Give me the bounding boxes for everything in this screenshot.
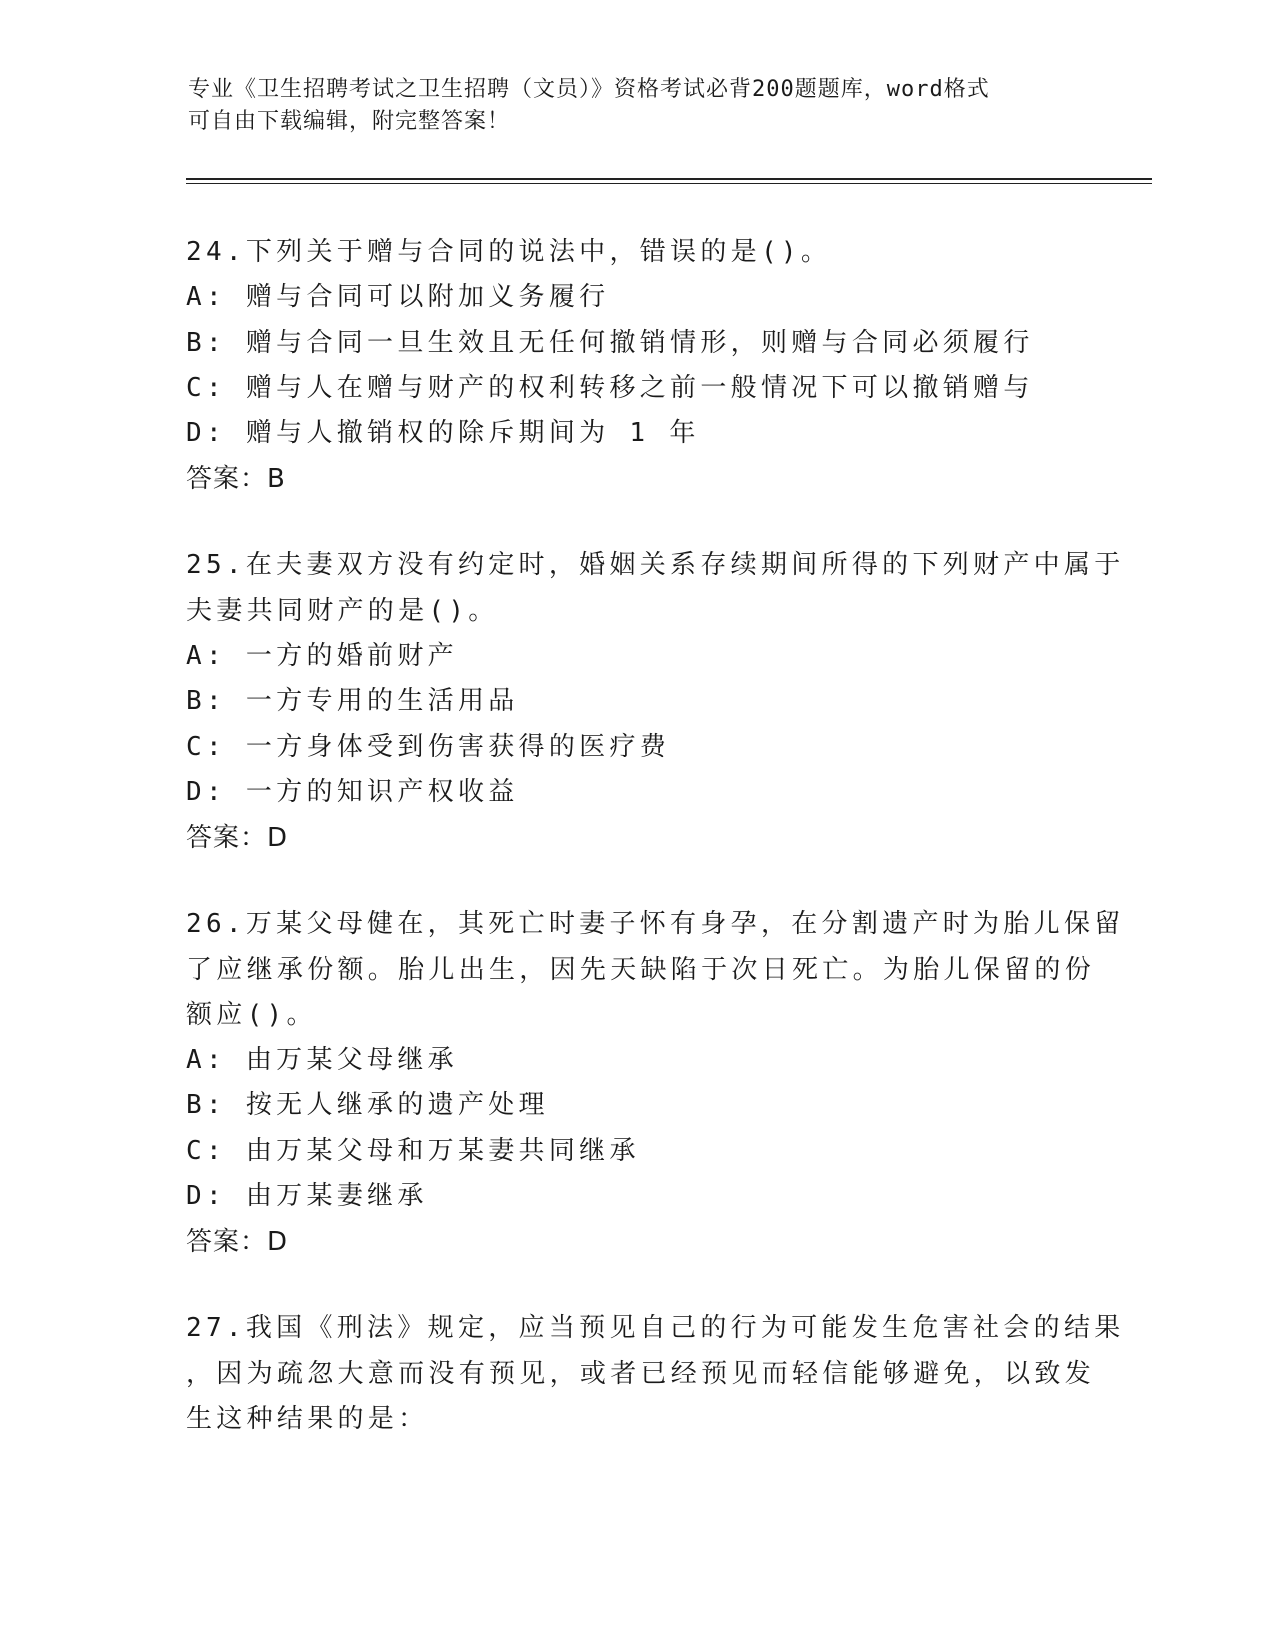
question-list (186, 230, 1125, 1483)
question-stem: 生这种结果的是： (186, 1403, 429, 1434)
question-stem: 24.下列关于赠与合同的说法中，错误的是()。 (186, 237, 832, 267)
question-stem: 26.万某父母健在，其死亡时妻子怀有身孕，在分割遗产时为胎儿保留 (186, 909, 1125, 940)
answer: 答案：D (186, 1227, 289, 1258)
option-b: B: 一方专用的生活用品 (186, 686, 519, 717)
question-stem: 了应继承份额。胎儿出生，因先天缺陷于次日死亡。为胎儿保留的份 (186, 954, 1096, 985)
option-b: B: 按无人继承的遗产处理 (186, 1090, 549, 1121)
header-line-2: 可自由下载编辑，附完整答案！ (188, 109, 511, 134)
question-25 (186, 543, 1125, 861)
header-divider (186, 178, 1152, 184)
option-a: A: 赠与合同可以附加义务履行 (186, 282, 610, 313)
answer: 答案：D (186, 823, 289, 854)
document-header (188, 74, 1068, 138)
option-d: D: 由万某妻继承 (186, 1181, 428, 1212)
option-d: D: 一方的知识产权收益 (186, 776, 519, 807)
question-27 (186, 1306, 1125, 1442)
option-c: C: 赠与人在赠与财产的权利转移之前一般情况下可以撤销赠与 (186, 372, 1034, 403)
answer: 答案：B (186, 464, 286, 495)
option-d: D: 赠与人撤销权的除斥期间为 1 年 (186, 418, 700, 449)
question-24 (186, 230, 1086, 502)
question-stem: ，因为疏忽大意而没有预见，或者已经预见而轻信能够避免，以致发 (186, 1358, 1096, 1389)
question-stem: 27.我国《刑法》规定，应当预见自己的行为可能发生危害社会的结果 (186, 1313, 1125, 1344)
question-stem: 夫妻共同财产的是()。 (186, 595, 499, 626)
header-line-1: 专业《卫生招聘考试之卫生招聘（文员）》资格考试必背200题题库，word格式 (188, 77, 990, 102)
question-stem: 25.在夫妻双方没有约定时，婚姻关系存续期间所得的下列财产中属于 (186, 550, 1125, 581)
question-26 (186, 902, 1125, 1265)
option-b: B: 赠与合同一旦生效且无任何撤销情形，则赠与合同必须履行 (186, 327, 1034, 358)
option-c: C: 一方身体受到伤害获得的医疗费 (186, 731, 671, 762)
option-c: C: 由万某父母和万某妻共同继承 (186, 1135, 640, 1166)
option-a: A: 一方的婚前财产 (186, 641, 458, 672)
question-stem: 额应()。 (186, 999, 317, 1030)
option-a: A: 由万某父母继承 (186, 1045, 458, 1076)
